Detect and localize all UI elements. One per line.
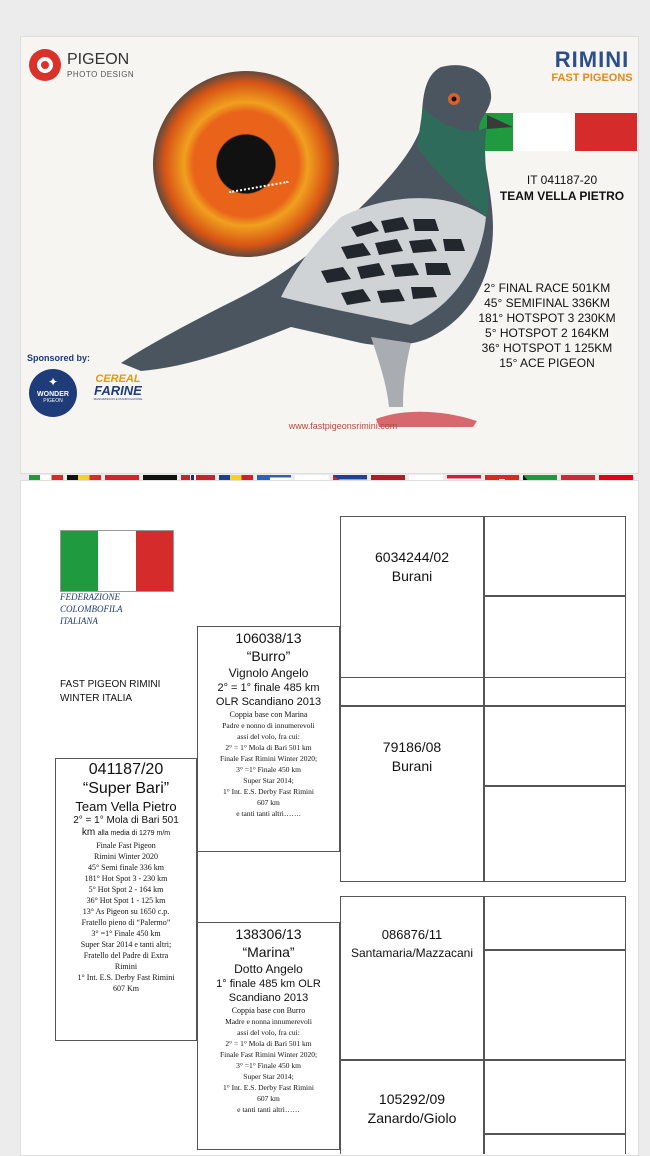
empty-cell bbox=[484, 706, 626, 786]
detail-line: Padre e nonno di innumerevoli bbox=[222, 721, 315, 730]
subject-name: “Super Bari” bbox=[82, 780, 170, 797]
granddam1-owner: Burani bbox=[391, 758, 433, 774]
italian-flag bbox=[60, 530, 174, 592]
grandsire1-box bbox=[340, 516, 484, 678]
detail-line: Rimini bbox=[114, 962, 138, 971]
detail-line: 2° = 1° Mola di Bari 501 km bbox=[225, 1039, 312, 1048]
subject-result: 2° = 1° Mola di Bari 501 bbox=[73, 815, 179, 826]
sire-result: 2° = 1° finale 485 km bbox=[217, 682, 320, 694]
detail-line: 5° Hot Spot 2 - 164 km bbox=[88, 885, 164, 894]
sire-name: “Burro” bbox=[246, 648, 291, 664]
subject-ring: 041187/20 bbox=[88, 761, 164, 778]
detail-line: Super Star 2014; bbox=[243, 776, 294, 785]
detail-line: Coppia base con Burro bbox=[231, 1006, 306, 1015]
dam-box bbox=[197, 922, 340, 1150]
empty-cell bbox=[484, 678, 626, 706]
farine-tagline: MANGIMIFICIO E PIANIFICAZIONE bbox=[93, 397, 143, 401]
detail-line: 1° Int. E.S. Derby Fast Rimini bbox=[77, 973, 175, 982]
grandpar-gap-1 bbox=[340, 678, 484, 706]
rimini-fast-pigeons-logo bbox=[549, 49, 635, 87]
detail-line: 45° Semi finale 336 km bbox=[87, 863, 165, 872]
subject-owner: Team Vella Pietro bbox=[75, 799, 177, 814]
empty-cell bbox=[484, 786, 626, 882]
detail-line: 607 Km bbox=[113, 984, 139, 993]
team-name: TEAM VELLA PIETRO bbox=[499, 189, 625, 203]
dam-owner: Dotto Angelo bbox=[234, 962, 303, 976]
dam-ring: 138306/13 bbox=[235, 926, 302, 942]
federation-line: COLOMBOFILA bbox=[60, 604, 123, 614]
result-line: 45° SEMIFINAL 336KM bbox=[484, 296, 610, 310]
dam-result: 1° finale 485 km OLR bbox=[216, 978, 321, 990]
grandsire2-ring: 086876/11 bbox=[381, 927, 443, 942]
logo-subtitle: PHOTO DESIGN bbox=[67, 70, 135, 79]
event-line: FAST PIGEON RIMINI bbox=[60, 679, 161, 690]
camera-logo-icon bbox=[29, 49, 61, 81]
grandsire1-ring: 6034244/02 bbox=[375, 549, 449, 565]
detail-line: 1° Int. E.S. Derby Fast Rimini bbox=[223, 787, 314, 796]
detail-line: Coppia base con Marina bbox=[229, 710, 308, 719]
sire-race: OLR Scandiano 2013 bbox=[215, 696, 322, 708]
subject-average: alla media di 1279 m/m bbox=[97, 830, 171, 837]
federation-line: ITALIANA bbox=[60, 616, 98, 626]
cereal-farine-logo bbox=[83, 373, 153, 402]
granddam2-ring: 105292/09 bbox=[378, 1091, 446, 1107]
grandsire1-owner: Burani bbox=[391, 568, 433, 584]
event-line: WINTER ITALIA bbox=[60, 693, 133, 704]
detail-line: Super Star 2014; bbox=[243, 1072, 294, 1081]
result-line: 15° ACE PIGEON bbox=[499, 356, 595, 370]
detail-line: 607 km bbox=[257, 798, 280, 807]
detail-line: e tanti tanti altri……. bbox=[236, 809, 301, 818]
grandsire2-owner: Santamaria/Mazzacani bbox=[350, 946, 474, 960]
detail-line: 36° Hot Spot 1 - 125 km bbox=[86, 896, 166, 905]
federation-line: FEDERAZIONE bbox=[60, 592, 120, 602]
wonder-pigeon-logo bbox=[29, 369, 77, 417]
grandsire2-box bbox=[340, 896, 484, 1060]
detail-line: Finale Fast Rimini Winter 2020; bbox=[219, 1050, 318, 1059]
detail-line: Madre e nonna innumerevoli bbox=[225, 1017, 312, 1026]
detail-line: Fratello pieno di “Palermo” bbox=[81, 918, 171, 927]
granddam1-ring: 79186/08 bbox=[382, 739, 442, 755]
connector-line bbox=[197, 852, 340, 922]
granddam2-box bbox=[340, 1060, 484, 1154]
subject-km: km bbox=[81, 827, 96, 838]
sire-owner: Vignolo Angelo bbox=[228, 666, 309, 680]
website-link[interactable]: www.fastpigeonsrimini.com bbox=[288, 421, 398, 431]
sire-details bbox=[198, 709, 339, 819]
wonder-text: WONDER bbox=[37, 391, 69, 398]
bird-icon: ✦ bbox=[47, 375, 59, 389]
detail-line: Super Star 2014 e tanti altri; bbox=[80, 940, 172, 949]
detail-line: Rimini Winter 2020 bbox=[94, 852, 158, 861]
event-name bbox=[60, 678, 160, 706]
empty-cell bbox=[484, 896, 626, 950]
detail-line: Finale Fast Rimini Winter 2020; bbox=[219, 754, 318, 763]
ring-number: IT 041187-20 bbox=[526, 173, 598, 187]
granddam2-owner: Zanardo/Giolo bbox=[367, 1110, 457, 1126]
detail-line: 607 km bbox=[257, 1094, 280, 1103]
subject-box bbox=[55, 758, 197, 1041]
detail-line: 2° = 1° Mola di Bari 501 km bbox=[225, 743, 312, 752]
federation-name bbox=[60, 591, 123, 627]
cereal-text: CEREAL bbox=[95, 373, 141, 385]
logo-title: PIGEON bbox=[67, 51, 130, 68]
subject-details bbox=[56, 840, 196, 994]
detail-line: 13° As Pigeon su 1650 c.p. bbox=[82, 907, 170, 916]
dam-race: Scandiano 2013 bbox=[228, 992, 309, 1004]
results-list bbox=[461, 281, 633, 371]
detail-line: 1° Int. E.S. Derby Fast Rimini bbox=[223, 1083, 314, 1092]
empty-cell bbox=[484, 1134, 626, 1154]
result-line: 5° HOTSPOT 2 164KM bbox=[485, 326, 609, 340]
detail-line: 3° =1° Finale 450 km bbox=[91, 929, 161, 938]
granddam1-box bbox=[340, 706, 484, 882]
sire-ring: 106038/13 bbox=[235, 630, 302, 646]
promo-banner bbox=[20, 36, 639, 474]
dam-name: “Marina” bbox=[242, 944, 295, 960]
dam-details bbox=[198, 1005, 339, 1115]
pigeon-text: PIGEON bbox=[43, 398, 63, 404]
farine-text: FARINE bbox=[94, 383, 142, 398]
detail-line: assi del volo, fra cui: bbox=[237, 732, 300, 741]
detail-line: 3° =1° Finale 450 km bbox=[236, 1061, 301, 1070]
detail-line: Finale Fast Pigeon bbox=[96, 841, 156, 850]
sponsored-by-label: Sponsored by: bbox=[27, 353, 91, 363]
sire-box bbox=[197, 626, 340, 852]
empty-cell bbox=[484, 596, 626, 678]
result-line: 2° FINAL RACE 501KM bbox=[483, 281, 611, 295]
result-line: 36° HOTSPOT 1 125KM bbox=[481, 341, 613, 355]
detail-line: Fratello del Padre di Extra bbox=[83, 951, 169, 960]
empty-cell bbox=[484, 950, 626, 1060]
empty-cell bbox=[484, 1060, 626, 1134]
detail-line: e tanti tanti altri…… bbox=[237, 1105, 300, 1114]
brand-line1: RIMINI bbox=[554, 47, 630, 72]
detail-line: 3° =1° Finale 450 km bbox=[236, 765, 301, 774]
brand-line2: FAST PIGEONS bbox=[551, 72, 633, 84]
detail-line: assi del volo, fra cui: bbox=[237, 1028, 300, 1037]
result-line: 181° HOTSPOT 3 230KM bbox=[478, 311, 616, 325]
detail-line: 181° Hot Spot 3 - 230 km bbox=[84, 874, 168, 883]
empty-cell bbox=[484, 516, 626, 596]
